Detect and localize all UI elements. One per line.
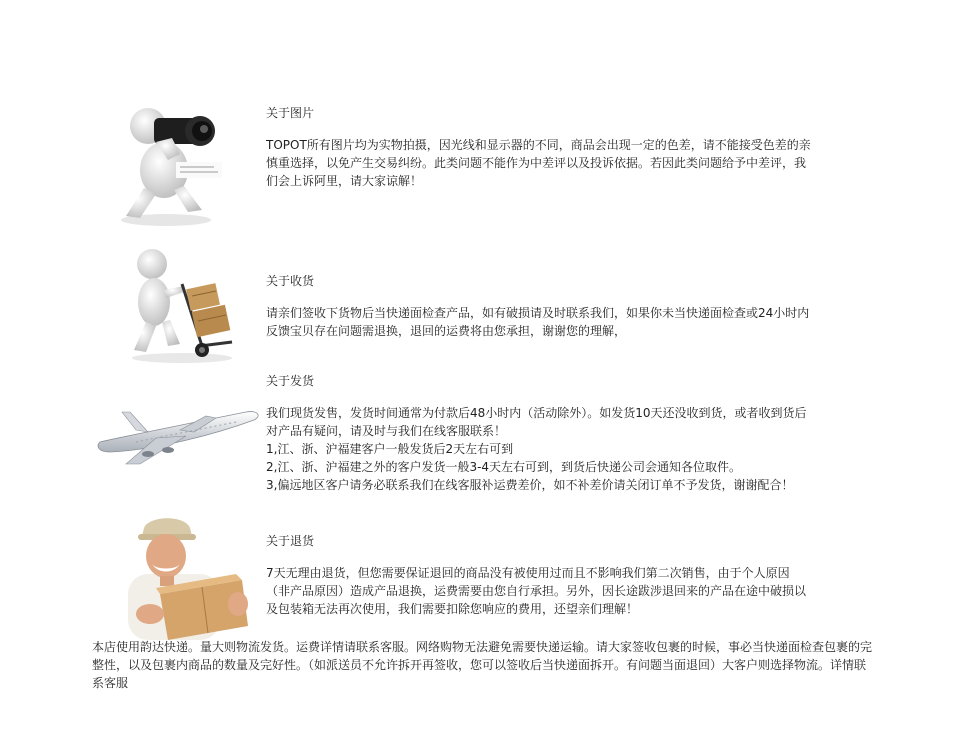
section-title: 关于收货 <box>266 274 315 288</box>
paragraph-line: 请亲们签收下货物后当快递面检查产品，如有破损请及时联系我们，如果你未当快递面检查或24小时内 <box>266 306 810 320</box>
airplane-icon <box>96 402 262 472</box>
paragraph-line: 2,江、浙、沪福建之外的客户发货一般3-4天左右可到，到货后快递公司会通知各位取件。 <box>266 460 742 474</box>
paragraph-line: 1,江、浙、沪福建客户一般发货后2天左右可到 <box>266 442 514 456</box>
paragraph-line: 反馈宝贝存在问题需退换，退回的运费将由您承担，谢谢您的理解， <box>266 324 627 338</box>
paragraph-line: 慎重选择，以免产生交易纠纷。此类问题不能作为中差评以及投诉依据。若因此类问题给予中差评，我 <box>266 156 807 170</box>
paragraph-line: 7天无理由退货，但您需要保证退回的商品没有被使用过而且不影响我们第二次销售，由于个人原因 <box>266 566 790 580</box>
footer-line: 本店使用韵达快递。量大则物流发货。运费详情请联系客服。网络购物无法避免需要快递运输。请大家签收包裹的时候，事必当快递面检查包裹的完 <box>92 640 873 654</box>
section-title: 关于退货 <box>266 534 315 548</box>
delivery-man-icon <box>114 514 254 640</box>
footer-line: 整性，以及包裹内商品的数量及完好性。（如派送员不允许拆开再签收，您可以签收后当快递面拆开。有问题当面退回）大客户则选择物流。详情联 <box>92 658 867 672</box>
paragraph-line: 3,偏远地区客户请务必联系我们在线客服补运费差价，如不补差价请关闭订单不予发货，谢谢配合！ <box>266 478 794 492</box>
paragraph-line: TOPOT所有图片均为实物拍摄，因光线和显示器的不同，商品会出现一定的色差，请不能接受色差的亲 <box>266 138 811 152</box>
paragraph-line: 我们现货发售，发货时间通常为付款后48小时内（活动除外）。如发货10天还没收到货，或者收到货后 <box>266 406 807 420</box>
paragraph-line: （非产品原因）造成产品退换，运费需要由您自行承担。另外，因长途跋涉退回来的产品在途中破损以 <box>266 584 807 598</box>
hand-truck-figure-icon <box>112 246 242 366</box>
section-text <box>266 372 814 494</box>
section-text <box>266 104 814 190</box>
shipping-footer-note <box>92 638 882 692</box>
paragraph-line: 们会上诉阿里，请大家谅解！ <box>266 174 423 188</box>
footer-line: 系客服 <box>92 676 129 690</box>
paragraph-line: 及包装箱无法再次使用，我们需要扣除您响应的费用，还望亲们理解！ <box>266 602 639 616</box>
photographer-figure-icon <box>96 98 246 228</box>
section-title: 关于图片 <box>266 106 315 120</box>
paragraph-line: 对产品有疑问，请及时与我们在线客服联系！ <box>266 424 507 438</box>
section-title: 关于发货 <box>266 374 315 388</box>
section-text <box>266 272 814 340</box>
section-text <box>266 532 814 618</box>
